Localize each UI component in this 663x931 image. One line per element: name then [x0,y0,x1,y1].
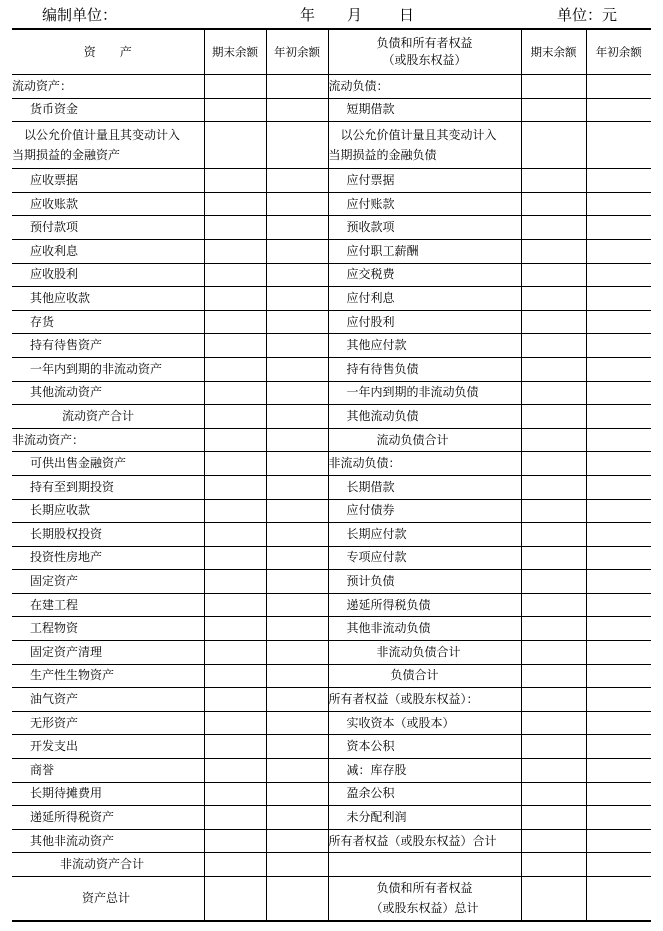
liability-end-balance-cell[interactable] [521,310,586,334]
asset-end-balance-cell[interactable] [204,428,266,452]
asset-end-balance-cell[interactable] [204,546,266,570]
liability-begin-balance-cell[interactable] [586,829,651,853]
liabilities-equity-column-header [328,29,521,75]
liability-end-balance-cell[interactable] [521,853,586,877]
asset-begin-balance-cell[interactable] [266,688,328,712]
liability-item-label: 长期应付款 [328,523,521,547]
asset-item-label: 在建工程 [12,593,204,617]
liability-begin-balance-cell[interactable] [586,405,651,429]
liability-end-balance-cell[interactable] [521,664,586,688]
table-row [12,546,651,570]
liability-end-balance-cell[interactable] [521,641,586,665]
asset-begin-balance-cell[interactable] [266,263,328,287]
liability-item-label: 其他非流动负债 [328,617,521,641]
table-row [12,263,651,287]
table-row [12,169,651,193]
asset-end-balance-cell[interactable] [204,523,266,547]
asset-begin-balance-cell[interactable] [266,641,328,665]
asset-end-balance-cell[interactable] [204,287,266,311]
liability-item-label [328,122,521,169]
liability-begin-balance-cell[interactable] [586,357,651,381]
asset-end-balance-cell[interactable] [204,641,266,665]
liability-begin-balance-cell[interactable] [586,735,651,759]
asset-end-balance-cell[interactable] [204,239,266,263]
liability-begin-balance-cell[interactable] [586,711,651,735]
asset-begin-balance-cell[interactable] [266,593,328,617]
equity-section-label: 所有者权益（或股东权益）： [328,688,521,712]
liability-end-balance-cell[interactable] [521,711,586,735]
liability-end-balance-cell[interactable] [521,192,586,216]
table-row [12,98,651,122]
total-assets-label: 资产总计 [12,877,204,921]
liability-item-label: 专项应付款 [328,546,521,570]
table-row [12,711,651,735]
liability-item-label: 持有待售负债 [328,357,521,381]
liability-item-label-line2: 当期损益的金融负债 [328,148,437,163]
table-row [12,239,651,263]
table-row [12,617,651,641]
asset-item-label: 流动资产： [12,75,204,99]
liability-end-balance-cell[interactable] [521,617,586,641]
liability-begin-balance-cell[interactable] [586,546,651,570]
table-header-row [12,29,651,75]
asset-end-balance-cell[interactable] [204,735,266,759]
asset-end-balance-cell[interactable] [204,759,266,783]
liability-end-balance-cell[interactable] [521,475,586,499]
liability-end-balance-cell[interactable] [521,357,586,381]
asset-item-label: 一年内到期的非流动资产 [12,357,204,381]
begin-balance-column-header: 年初余额 [266,29,328,75]
asset-item-label-line2: 当期损益的金融资产 [12,148,121,163]
liability-begin-balance-cell[interactable] [586,98,651,122]
assets-column-header: 资 产 [12,29,204,75]
asset-subtotal-label: 非流动资产合计 [12,853,204,877]
liability-item-label: 应付债券 [328,499,521,523]
table-row [12,664,651,688]
table-row [12,452,651,476]
asset-end-balance-cell[interactable] [204,381,266,405]
asset-item-label-line1: 以公允价值计量且其变动计入 [24,128,181,143]
liability-begin-balance-cell[interactable] [586,475,651,499]
liability-begin-balance-cell[interactable] [586,806,651,830]
table-row [12,428,651,452]
end-balance-column-header-right: 期末余额 [521,29,586,75]
liability-item-label: 短期借款 [328,98,521,122]
liability-item-label: 应付利息 [328,287,521,311]
liability-begin-balance-cell[interactable] [586,192,651,216]
total-liabilities-equity-label [328,877,521,921]
table-row [12,192,651,216]
liability-item-label: 应付职工薪酬 [328,239,521,263]
liability-begin-balance-cell[interactable] [586,664,651,688]
asset-begin-balance-cell[interactable] [266,759,328,783]
table-row [12,310,651,334]
asset-begin-balance-cell[interactable] [266,334,328,358]
liability-begin-balance-cell[interactable] [586,641,651,665]
asset-begin-balance-cell[interactable] [266,452,328,476]
asset-begin-balance-cell[interactable] [266,216,328,240]
table-row [12,122,651,169]
liability-item-label: 应付股利 [328,310,521,334]
liability-begin-balance-cell[interactable] [586,499,651,523]
table-row [12,688,651,712]
table-row [12,759,651,783]
liability-begin-balance-cell[interactable] [586,570,651,594]
end-balance-column-header: 期末余额 [204,29,266,75]
liability-begin-balance-cell[interactable] [586,428,651,452]
asset-item-label: 长期股权投资 [12,523,204,547]
liability-end-balance-cell[interactable] [521,499,586,523]
asset-end-balance-cell[interactable] [204,688,266,712]
liability-begin-balance-cell[interactable] [586,310,651,334]
table-row [12,735,651,759]
equity-total-label: 所有者权益（或股东权益）合计 [328,829,521,853]
asset-item-label: 其他流动资产 [12,381,204,405]
asset-begin-balance-cell[interactable] [266,546,328,570]
asset-item-label: 应收票据 [12,169,204,193]
table-row [12,806,651,830]
table-row [12,877,651,921]
liability-item-label: 流动负债： [328,75,521,99]
asset-item-label: 应收账款 [12,192,204,216]
liability-item-label: 应付票据 [328,169,521,193]
asset-end-balance-cell[interactable] [204,98,266,122]
liability-subtotal-label: 流动负债合计 [328,428,521,452]
asset-item-label: 可供出售金融资产 [12,452,204,476]
liability-end-balance-cell[interactable] [521,122,586,169]
liability-begin-balance-cell[interactable] [586,877,651,921]
liability-item-label: 递延所得税负债 [328,593,521,617]
liability-end-balance-cell[interactable] [521,782,586,806]
asset-item-label: 持有至到期投资 [12,475,204,499]
asset-begin-balance-cell[interactable] [266,428,328,452]
asset-end-balance-cell[interactable] [204,853,266,877]
table-row [12,641,651,665]
asset-end-balance-cell[interactable] [204,75,266,99]
asset-end-balance-cell[interactable] [204,169,266,193]
equity-item-label: 盈余公积 [328,782,521,806]
asset-item-label: 其他非流动资产 [12,829,204,853]
liability-end-balance-cell[interactable] [521,759,586,783]
month-label: 月 [347,6,363,24]
liability-end-balance-cell[interactable] [521,75,586,99]
asset-item-label: 无形资产 [12,711,204,735]
liability-begin-balance-cell[interactable] [586,688,651,712]
liability-item-label: 应交税费 [328,263,521,287]
asset-begin-balance-cell[interactable] [266,122,328,169]
asset-item-label: 开发支出 [12,735,204,759]
liability-end-balance-cell[interactable] [521,546,586,570]
table-row [12,75,651,99]
liability-begin-balance-cell[interactable] [586,593,651,617]
begin-balance-column-header-right: 年初余额 [586,29,651,75]
table-row [12,782,651,806]
asset-end-balance-cell[interactable] [204,263,266,287]
liability-end-balance-cell[interactable] [521,735,586,759]
asset-item-label: 货币资金 [12,98,204,122]
asset-begin-balance-cell[interactable] [266,735,328,759]
table-row [12,853,651,877]
liability-end-balance-cell[interactable] [521,405,586,429]
liability-item-label: 预计负债 [328,570,521,594]
asset-end-balance-cell[interactable] [204,357,266,381]
liability-end-balance-cell[interactable] [521,216,586,240]
asset-begin-balance-cell[interactable] [266,98,328,122]
liability-total-label: 负债合计 [328,664,521,688]
asset-begin-balance-cell[interactable] [266,475,328,499]
liability-begin-balance-cell[interactable] [586,263,651,287]
liability-begin-balance-cell[interactable] [586,381,651,405]
liability-begin-balance-cell[interactable] [586,617,651,641]
liability-end-balance-cell[interactable] [521,334,586,358]
balance-sheet-table [12,28,651,922]
liability-item-label: 长期借款 [328,475,521,499]
liability-item-label: 一年内到期的非流动负债 [328,381,521,405]
table-row [12,829,651,853]
liability-item-label: 其他流动负债 [328,405,521,429]
table-row [12,523,651,547]
asset-begin-balance-cell[interactable] [266,523,328,547]
equity-item-label: 减：库存股 [328,759,521,783]
liability-item-label: 其他应付款 [328,334,521,358]
liability-end-balance-cell[interactable] [521,452,586,476]
equity-item-label: 资本公积 [328,735,521,759]
asset-end-balance-cell[interactable] [204,405,266,429]
liability-item-label [328,853,521,877]
preparer-unit-label: 编制单位： [42,6,118,24]
asset-begin-balance-cell[interactable] [266,192,328,216]
equity-item-label: 未分配利润 [328,806,521,830]
asset-begin-balance-cell[interactable] [266,806,328,830]
liability-subtotal-label: 非流动负债合计 [328,641,521,665]
asset-begin-balance-cell[interactable] [266,239,328,263]
asset-begin-balance-cell[interactable] [266,877,328,921]
asset-end-balance-cell[interactable] [204,122,266,169]
asset-begin-balance-cell[interactable] [266,499,328,523]
day-label: 日 [399,6,415,24]
asset-begin-balance-cell[interactable] [266,829,328,853]
asset-item-label: 持有待售资产 [12,334,204,358]
asset-item-label [12,122,204,169]
liability-end-balance-cell[interactable] [521,263,586,287]
asset-begin-balance-cell[interactable] [266,782,328,806]
asset-begin-balance-cell[interactable] [266,664,328,688]
asset-end-balance-cell[interactable] [204,452,266,476]
liability-begin-balance-cell[interactable] [586,169,651,193]
liability-section-label: 非流动负债： [328,452,521,476]
table-row [12,405,651,429]
asset-end-balance-cell[interactable] [204,711,266,735]
asset-end-balance-cell[interactable] [204,829,266,853]
asset-end-balance-cell[interactable] [204,806,266,830]
liability-begin-balance-cell[interactable] [586,853,651,877]
liability-begin-balance-cell[interactable] [586,452,651,476]
asset-begin-balance-cell[interactable] [266,381,328,405]
asset-begin-balance-cell[interactable] [266,310,328,334]
liability-item-label-line1: 以公允价值计量且其变动计入 [340,128,497,143]
table-row [12,357,651,381]
liability-end-balance-cell[interactable] [521,239,586,263]
asset-end-balance-cell[interactable] [204,192,266,216]
asset-end-balance-cell[interactable] [204,877,266,921]
liability-end-balance-cell[interactable] [521,570,586,594]
liability-end-balance-cell[interactable] [521,829,586,853]
asset-item-label: 预付款项 [12,216,204,240]
liabilities-header-line1: 负债和所有者权益 [376,36,473,50]
liabilities-header-line2: （或股东权益） [382,53,467,67]
asset-end-balance-cell[interactable] [204,570,266,594]
asset-end-balance-cell[interactable] [204,499,266,523]
asset-end-balance-cell[interactable] [204,310,266,334]
liability-end-balance-cell[interactable] [521,593,586,617]
asset-begin-balance-cell[interactable] [266,570,328,594]
asset-end-balance-cell[interactable] [204,475,266,499]
asset-item-label: 油气资产 [12,688,204,712]
report-header [0,0,663,28]
asset-begin-balance-cell[interactable] [266,169,328,193]
asset-end-balance-cell[interactable] [204,593,266,617]
asset-item-label: 商誉 [12,759,204,783]
year-label: 年 [300,6,316,24]
asset-item-label: 固定资产 [12,570,204,594]
liability-end-balance-cell[interactable] [521,381,586,405]
table-row [12,216,651,240]
asset-begin-balance-cell[interactable] [266,405,328,429]
liability-end-balance-cell[interactable] [521,688,586,712]
asset-item-label: 工程物资 [12,617,204,641]
liability-item-label: 应付账款 [328,192,521,216]
asset-end-balance-cell[interactable] [204,334,266,358]
liability-begin-balance-cell[interactable] [586,759,651,783]
asset-item-label: 其他应收款 [12,287,204,311]
asset-begin-balance-cell[interactable] [266,853,328,877]
liability-end-balance-cell[interactable] [521,428,586,452]
asset-item-label: 长期待摊费用 [12,782,204,806]
total-liabilities-equity-line2: （或股东权益）总计 [370,901,479,916]
asset-begin-balance-cell[interactable] [266,617,328,641]
asset-begin-balance-cell[interactable] [266,357,328,381]
asset-item-label: 生产性生物资产 [12,664,204,688]
asset-end-balance-cell[interactable] [204,216,266,240]
table-row [12,475,651,499]
asset-section-label: 非流动资产： [12,428,204,452]
liability-begin-balance-cell[interactable] [586,239,651,263]
asset-end-balance-cell[interactable] [204,617,266,641]
liability-begin-balance-cell[interactable] [586,122,651,169]
asset-subtotal-label: 流动资产合计 [12,405,204,429]
liability-end-balance-cell[interactable] [521,806,586,830]
asset-end-balance-cell[interactable] [204,664,266,688]
asset-item-label: 应收股利 [12,263,204,287]
liability-begin-balance-cell[interactable] [586,75,651,99]
asset-end-balance-cell[interactable] [204,782,266,806]
table-row [12,570,651,594]
asset-item-label: 存货 [12,310,204,334]
liability-end-balance-cell[interactable] [521,169,586,193]
asset-item-label: 长期应收款 [12,499,204,523]
asset-begin-balance-cell[interactable] [266,287,328,311]
liability-end-balance-cell[interactable] [521,287,586,311]
liability-end-balance-cell[interactable] [521,523,586,547]
total-liabilities-equity-line1: 负债和所有者权益 [376,881,473,896]
asset-item-label: 固定资产清理 [12,641,204,665]
table-row [12,499,651,523]
asset-begin-balance-cell[interactable] [266,711,328,735]
table-row [12,287,651,311]
asset-begin-balance-cell[interactable] [266,75,328,99]
liability-begin-balance-cell[interactable] [586,216,651,240]
liability-begin-balance-cell[interactable] [586,782,651,806]
table-row [12,381,651,405]
liability-begin-balance-cell[interactable] [586,287,651,311]
liability-begin-balance-cell[interactable] [586,334,651,358]
liability-end-balance-cell[interactable] [521,98,586,122]
currency-unit-label: 单位：元 [557,6,618,24]
equity-item-label: 实收资本（或股本） [328,711,521,735]
table-row [12,593,651,617]
asset-item-label: 投资性房地产 [12,546,204,570]
liability-begin-balance-cell[interactable] [586,523,651,547]
table-row [12,334,651,358]
liability-item-label: 预收款项 [328,216,521,240]
asset-item-label: 递延所得税资产 [12,806,204,830]
asset-item-label: 应收利息 [12,239,204,263]
liability-end-balance-cell[interactable] [521,877,586,921]
